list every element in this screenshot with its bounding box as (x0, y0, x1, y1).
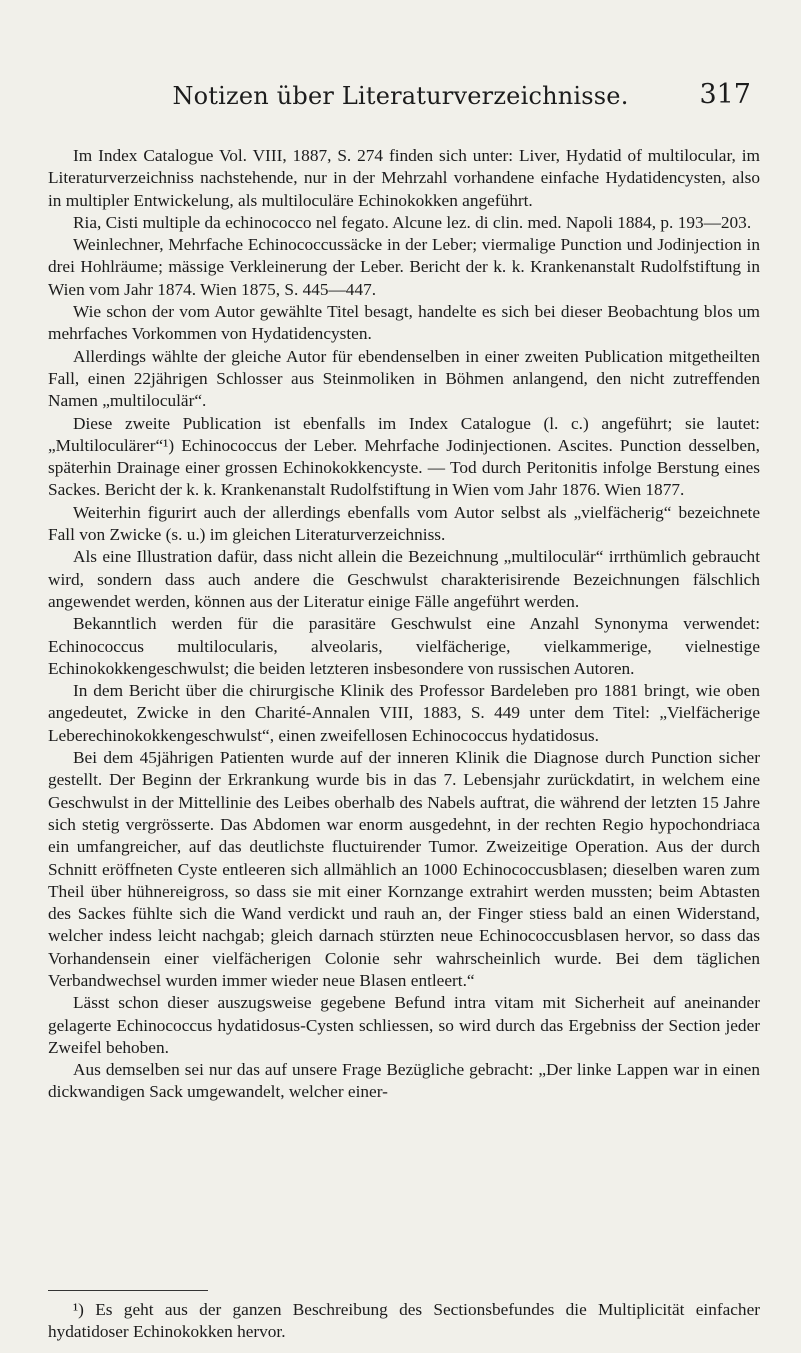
reference-weinlechner: Weinlechner, Mehrfache Echinococcussäcke in der Leber; viermalige Punction und Jodinjection in drei Hohlräume; mässige Verkleinerung der Leber. Bericht der k. k. Krankenanstalt Rudolfstiftung in Wien vom Jahr 1874. Wien 1875, S. 445—447. (48, 235, 760, 299)
paragraph: Im Index Catalogue Vol. VIII, 1887, S. 274 finden sich unter: Liver, Hydatid of multilocular, im Literaturverzeichniss nachstehende, nur in der Mehrzahl vorhandene einfache Hydatidencysten, also in multipler Entwickelung, als multiloculäre Echinokokken angeführt. (48, 146, 760, 210)
paragraph: Weiterhin figurirt auch der allerdings ebenfalls vom Autor selbst als „vielfächerig“ bezeichnete Fall von Zwicke (s. u.) im gleichen Literaturverzeichniss. (48, 502, 760, 545)
footnote-rule (48, 1290, 208, 1291)
paragraph: In dem Bericht über die chirurgische Klinik des Professor Bardeleben pro 1881 bringt, wie oben angedeutet, Zwicke in den Charité-Annalen VIII, 1883, S. 449 unter dem Titel: „Vielfächerige Leberechinokokkengeschwulst“, einen zweifellosen Echinococcus hydatidosus. (48, 681, 760, 745)
paragraph: Wie schon der vom Autor gewählte Titel besagt, handelte es sich bei dieser Beobachtung blos um mehrfaches Vorkommen von Hydatidencysten. (48, 302, 760, 344)
paragraph: Aus demselben sei nur das auf unsere Frage Bezügliche gebracht: „Der linke Lappen war in einen dickwandigen Sack umgewandelt, welcher einer- (48, 1060, 760, 1102)
footnote: ¹) Es geht aus der ganzen Beschreibung des Sectionsbefundes die Multiplicität einfacher hydatidoser Echinokokken hervor. (48, 1300, 760, 1342)
reference-ria: Ria, Cisti multiple da echinococco nel fegato. Alcune lez. di clin. med. Napoli 1884, p. 193—203. (73, 212, 752, 232)
running-title: Notizen über Literaturverzeichnisse. (172, 82, 629, 110)
body-text (48, 145, 760, 1104)
page-number: 317 (699, 79, 751, 110)
paragraph: Bekanntlich werden für die parasitäre Geschwulst eine Anzahl Synonyma verwendet: Echinococcus multilocularis, alveolaris, vielfächerige, vielkammerige, vielnestige Echinokokkengeschwulst; die beiden letzteren insbesondere von russischen Autoren. (48, 614, 760, 678)
paragraph: Lässt schon dieser auszugsweise gegebene Befund intra vitam mit Sicherheit auf aneinander gelagerte Echinococcus hydatidosus-Cysten schliessen, so wird durch das Ergebniss der Section jeder Zweifel behoben. (48, 993, 760, 1057)
page-header (0, 79, 801, 114)
paragraph: Als eine Illustration dafür, dass nicht allein die Bezeichnung „multiloculär“ irrthümlich gebraucht wird, sondern dass auch andere die Geschwulst charakterisirende Bezeichnungen fälschlich angewendet werden, können aus der Literatur einige Fälle angeführt werden. (48, 547, 760, 611)
paragraph: Allerdings wählte der gleiche Autor für ebendenselben in einer zweiten Publication mitgetheilten Fall, einen 22jährigen Schlosser aus Steinmoliken in Böhmen anlangend, den nicht zutreffenden Namen „multiloculär“. (48, 346, 760, 411)
paragraph: Diese zweite Publication ist ebenfalls im Index Catalogue (l. c.) angeführt; sie lautet: „Multiloculärer“¹) Echinococcus der Leber. Mehrfache Jodinjectionen. Ascites. Punction desselben, späterhin Drainage einer grossen Echinokokkencyste. — Tod durch Peritonitis infolge Berstung eines Sackes. Bericht der k. k. Krankenanstalt Rudolfstiftung in Wien vom Jahr 1876. Wien 1877. (48, 413, 760, 500)
paragraph: Bei dem 45jährigen Patienten wurde auf der inneren Klinik die Diagnose durch Punction sicher gestellt. Der Beginn der Erkrankung wurde bis in das 7. Lebensjahr zurückdatirt, in welchem eine Geschwulst in der Mittellinie des Leibes oberhalb des Nabels auftrat, die während der letzten 15 Jahre sich stetig vergrösserte. Das Abdomen war enorm ausgedehnt, in der rechten Regio hypochondriaca ein umfangreicher, auf das deutlichste fluctuirender Tumor. Zweizeitige Operation. Aus der durch Schnitt eröffneten Cyste entleeren sich allmählich an 1000 Echinococcusblasen; dieselben waren zum Theil über hühnereigross, so dass sie mit einer Kornzange extrahirt werden mussten; beim Abtasten des Sackes fühlte sich die Wand verdickt und rauh an, der Finger stiess bald an einen Widerstand, welcher indess leicht nachgab; gleich darnach stürzten neue Echinococcusblasen hervor, so dass das Vorhandensein einer vielfächerigen Colonie sehr wahrscheinlich wurde. Bei dem täglichen Verbandwechsel wurden immer wieder neue Blasen entleert.“ (48, 748, 760, 990)
